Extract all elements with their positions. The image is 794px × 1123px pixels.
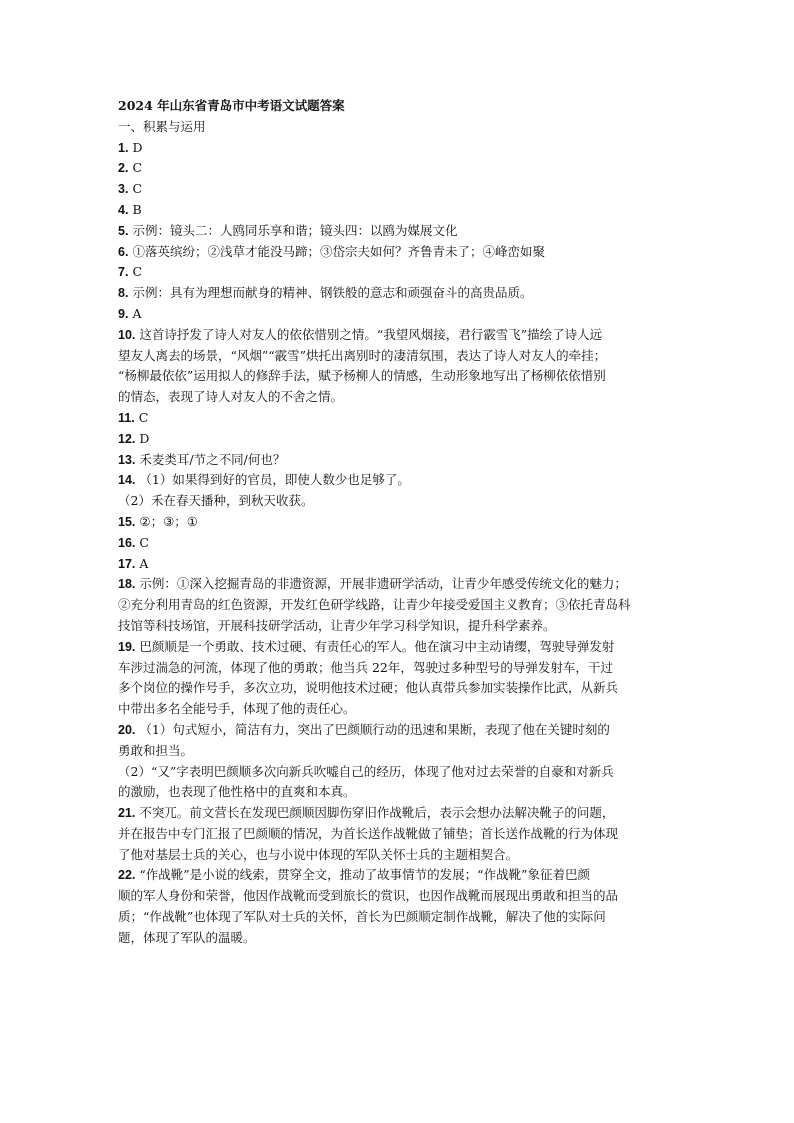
answer-text: 技馆等科技场馆，开展科技研学活动，让青少年学习科学知识，提升科学素养。: [118, 617, 556, 633]
answer-continuation-line: [118, 616, 678, 637]
question-number: 7.: [118, 265, 129, 280]
question-number: 20.: [118, 722, 136, 737]
answer-line: [118, 221, 678, 242]
answer-line: [118, 325, 678, 346]
answer-line: [118, 533, 678, 554]
answer-line: [118, 554, 678, 575]
answer-line: [118, 242, 678, 263]
answer-continuation-line: [118, 907, 678, 928]
question-number: 15.: [118, 514, 136, 529]
answer-text: 示例：具有为理想而献身的精神、钢铁般的意志和顽强奋斗的高贵品质。: [132, 285, 533, 301]
answer-line: [118, 200, 678, 221]
answer-continuation-line: [118, 387, 678, 408]
question-number: 2.: [118, 161, 129, 176]
answer-continuation-line: [118, 658, 678, 679]
section-heading: 一、积累与运用: [118, 118, 206, 134]
answer-continuation-line: [118, 741, 678, 762]
answer-line: [118, 138, 678, 159]
answer-continuation-line: [118, 491, 678, 512]
answer-continuation-line: [118, 678, 678, 699]
answer-line: [118, 158, 678, 179]
answer-continuation-line: [118, 699, 678, 720]
question-number: 9.: [118, 306, 129, 321]
answer-text: A: [132, 305, 142, 321]
answer-text: 并在报告中专门汇报了巴颜顺的情况，为首长送作战靴做了铺垫；首长送作战靴的行为体现: [118, 825, 619, 841]
answer-continuation-line: [118, 346, 678, 367]
answer-list: [118, 138, 678, 949]
answer-text: ②；③；①: [139, 513, 199, 529]
question-number: 11.: [118, 410, 135, 425]
answer-line: [118, 408, 678, 429]
answer-text: 质；“作战靴”也体现了军队对士兵的关怀，首长为巴颜顺定制作战靴，解决了他的实际问: [118, 909, 606, 925]
question-number: 19.: [118, 639, 136, 654]
answer-continuation-line: [118, 886, 678, 907]
answer-line: [118, 179, 678, 200]
answer-text: 了他对基层士兵的关心，也与小说中体现的军队关怀士兵的主题相契合。: [118, 846, 519, 862]
answer-line: [118, 512, 678, 533]
answer-text: 车涉过湍急的河流，体现了他的勇敢；他当兵 22年，驾驶过多种型号的导弹发射车，干过: [118, 659, 613, 675]
answer-text: 禾麦类耳/节之不同/何也？: [139, 451, 286, 467]
answer-text: C: [139, 534, 149, 550]
answer-text: 示例：镜头二：人鸥同乐享和谐；镜头四：以鸥为媒展文化: [132, 222, 458, 238]
answer-line: [118, 865, 678, 886]
question-number: 5.: [118, 223, 129, 238]
answer-continuation-line: [118, 845, 678, 866]
answer-line: [118, 262, 678, 283]
question-number: 3.: [118, 182, 129, 197]
answer-text: 不突兀。前文营长在发现巴颜顺因脚伤穿旧作战靴后，表示会想办法解决靴子的问题，: [139, 805, 615, 821]
answer-continuation-line: [118, 366, 678, 387]
answer-continuation-line: [118, 928, 678, 949]
answer-text: ①落英缤纷；②浅草才能没马蹄；③岱宗夫如何？齐鲁青未了；④峰峦如聚: [132, 243, 545, 259]
answer-text: C: [132, 160, 143, 176]
answer-text: （1）句式短小，简洁有力，突出了巴颜顺行动的迅速和果断，表现了他在关键时刻的: [139, 721, 610, 737]
answer-line: [118, 429, 678, 450]
answer-text: 的激励，也表现了他性格中的直爽和本真。: [118, 784, 356, 800]
question-number: 12.: [118, 431, 136, 446]
answer-text: 中带出多名全能号手，体现了他的责任心。: [118, 701, 356, 717]
question-number: 8.: [118, 286, 129, 301]
answer-line: [118, 720, 678, 741]
answer-text: 巴颜顺是一个勇敢、技术过硬、有责任心的军人。他在演习中主动请缨，驾驶导弹发射: [139, 638, 615, 654]
answer-text: 多个岗位的操作号手，多次立功，说明他技术过硬；他认真带兵参加实装操作比武，从新兵: [118, 680, 619, 696]
answer-continuation-line: [118, 595, 678, 616]
answer-text: C: [132, 181, 143, 197]
answer-line: [118, 470, 678, 491]
answer-text: C: [138, 409, 149, 425]
answer-text: （2）禾在春天播种，到秋天收获。: [118, 493, 314, 509]
answer-text: 的情态，表现了诗人对友人的不舍之情。: [118, 389, 344, 405]
answer-text: “杨柳最依依”运用拟人的修辞手法，赋予杨柳人的情感，生动形象地写出了杨柳依依惜别: [118, 368, 606, 384]
question-number: 21.: [118, 806, 136, 821]
answer-text: （2）“又”字表明巴颜顺多次向新兵吹嘘自己的经历，体现了他对过去荣誉的自豪和对新兵: [118, 763, 614, 779]
answer-continuation-line: [118, 762, 678, 783]
answer-text: 勇敢和担当。: [118, 742, 194, 758]
answer-text: D: [132, 139, 143, 155]
answer-line: [118, 450, 678, 471]
answer-line: [118, 637, 678, 658]
question-number: 1.: [118, 140, 129, 155]
page-title: 2024 年山东省青岛市中考语文试题答案: [118, 98, 345, 113]
answer-text: ②充分利用青岛的红色资源，开发红色研学线路，让青少年接受爱国主义教育；③依托青岛科: [118, 597, 631, 613]
answer-text: 顺的军人身份和荣誉，他因作战靴而受到旅长的赏识，也因作战靴而展现出勇敢和担当的品: [118, 888, 619, 904]
question-number: 4.: [118, 202, 129, 217]
answer-continuation-line: [118, 782, 678, 803]
answer-line: [118, 803, 678, 824]
question-number: 6.: [118, 244, 129, 259]
answer-text: 示例：①深入挖掘青岛的非遗资源，开展非遗研学活动，让青少年感受传统文化的魅力；: [139, 576, 627, 592]
answer-text: A: [139, 555, 149, 571]
answer-text: 这首诗抒发了诗人对友人的依依惜别之情。“我望风烟接，君行霰雪飞”描绘了诗人远: [139, 326, 603, 342]
answer-text: 题，体现了军队的温暖。: [118, 929, 256, 945]
answer-continuation-line: [118, 824, 678, 845]
answer-line: [118, 304, 678, 325]
question-number: 16.: [118, 535, 136, 550]
answer-text: C: [132, 264, 143, 280]
answer-text: 望友人离去的场景，“风烟”“霰雪”烘托出离别时的凄清氛围，表达了诗人对友人的牵挂；: [118, 347, 607, 363]
question-number: 22.: [118, 868, 136, 883]
question-number: 17.: [118, 556, 136, 571]
answer-text: “作战靴”是小说的线索，贯穿全文，推动了故事情节的发展；“作战靴”象征着巴颜: [139, 867, 590, 883]
answer-line: [118, 283, 678, 304]
question-number: 10.: [118, 327, 136, 342]
question-number: 13.: [118, 452, 136, 467]
answer-line: [118, 574, 678, 595]
answer-text: D: [139, 430, 150, 446]
answer-text: （1）如果得到好的官员，即使人数少也足够了。: [139, 472, 410, 488]
question-number: 18.: [118, 577, 136, 592]
question-number: 14.: [118, 473, 136, 488]
answer-text: B: [132, 201, 142, 217]
answer-document: [118, 96, 678, 949]
